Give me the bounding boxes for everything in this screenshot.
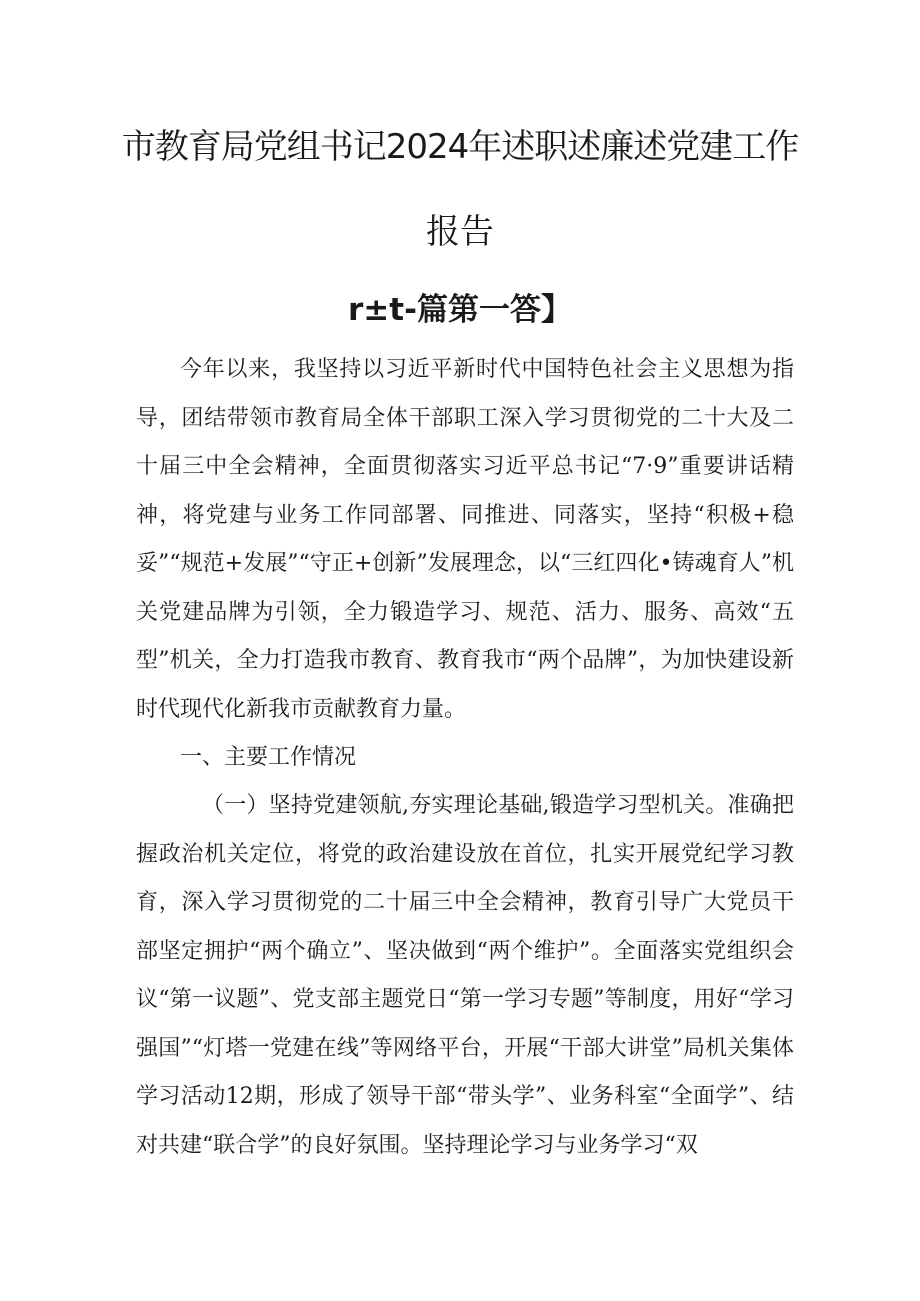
intro-paragraph: 今年以来，我坚持以习近平新时代中国特色社会主义思想为指导，团结带领市教育局全体干部职工深入学习贯彻党的二十大及二十届三中全会精神，全面贯彻落实习近平总书记“7·9”重要讲话精神，将党建与业务工作同部署、同推进、同落实，坚持“积极+稳妥”“规范+发展”“守正+创新”发展理念，以“三红四化•铸魂育人”机关党建品牌为引领，全力锻造学习、规范、活力、服务、高效“五型”机关，全力打造我市教育、教育我市“两个品牌”，为加快建设新时代现代化新我市贡献教育力量。 (136, 357, 794, 722)
body-paragraph: （一）坚持党建领航,夯实理论基础,锻造学习型机关。准确把握政治机关定位，将党的政治建设放在首位，扎实开展党纪学习教育，深入学习贯彻党的二十届三中全会精神，教育引导广大党员干部坚定拥护“两个确立”、坚决做到“两个维护”。全面落实党组织会议“第一议题”、党支部主题党日“第一学习专题”等制度，用好“学习强国”“灯塔一党建在线”等网络平台，开展“干部大讲堂”局机关集体学习活动12期，形成了领导干部“带头学”、业务科室“全面学”、结对共建“联合学”的良好氛围。坚持理论学习与业务学习“双 (136, 793, 795, 1158)
document-subtitle: r±t-篇第一答】 (348, 292, 572, 328)
section-heading: 一、主要工作情况 (180, 745, 357, 770)
document-title: 市教育局党组书记2024年述职述廉述党建工作 (121, 127, 799, 167)
document-title-continuation: 报告 (426, 212, 494, 252)
